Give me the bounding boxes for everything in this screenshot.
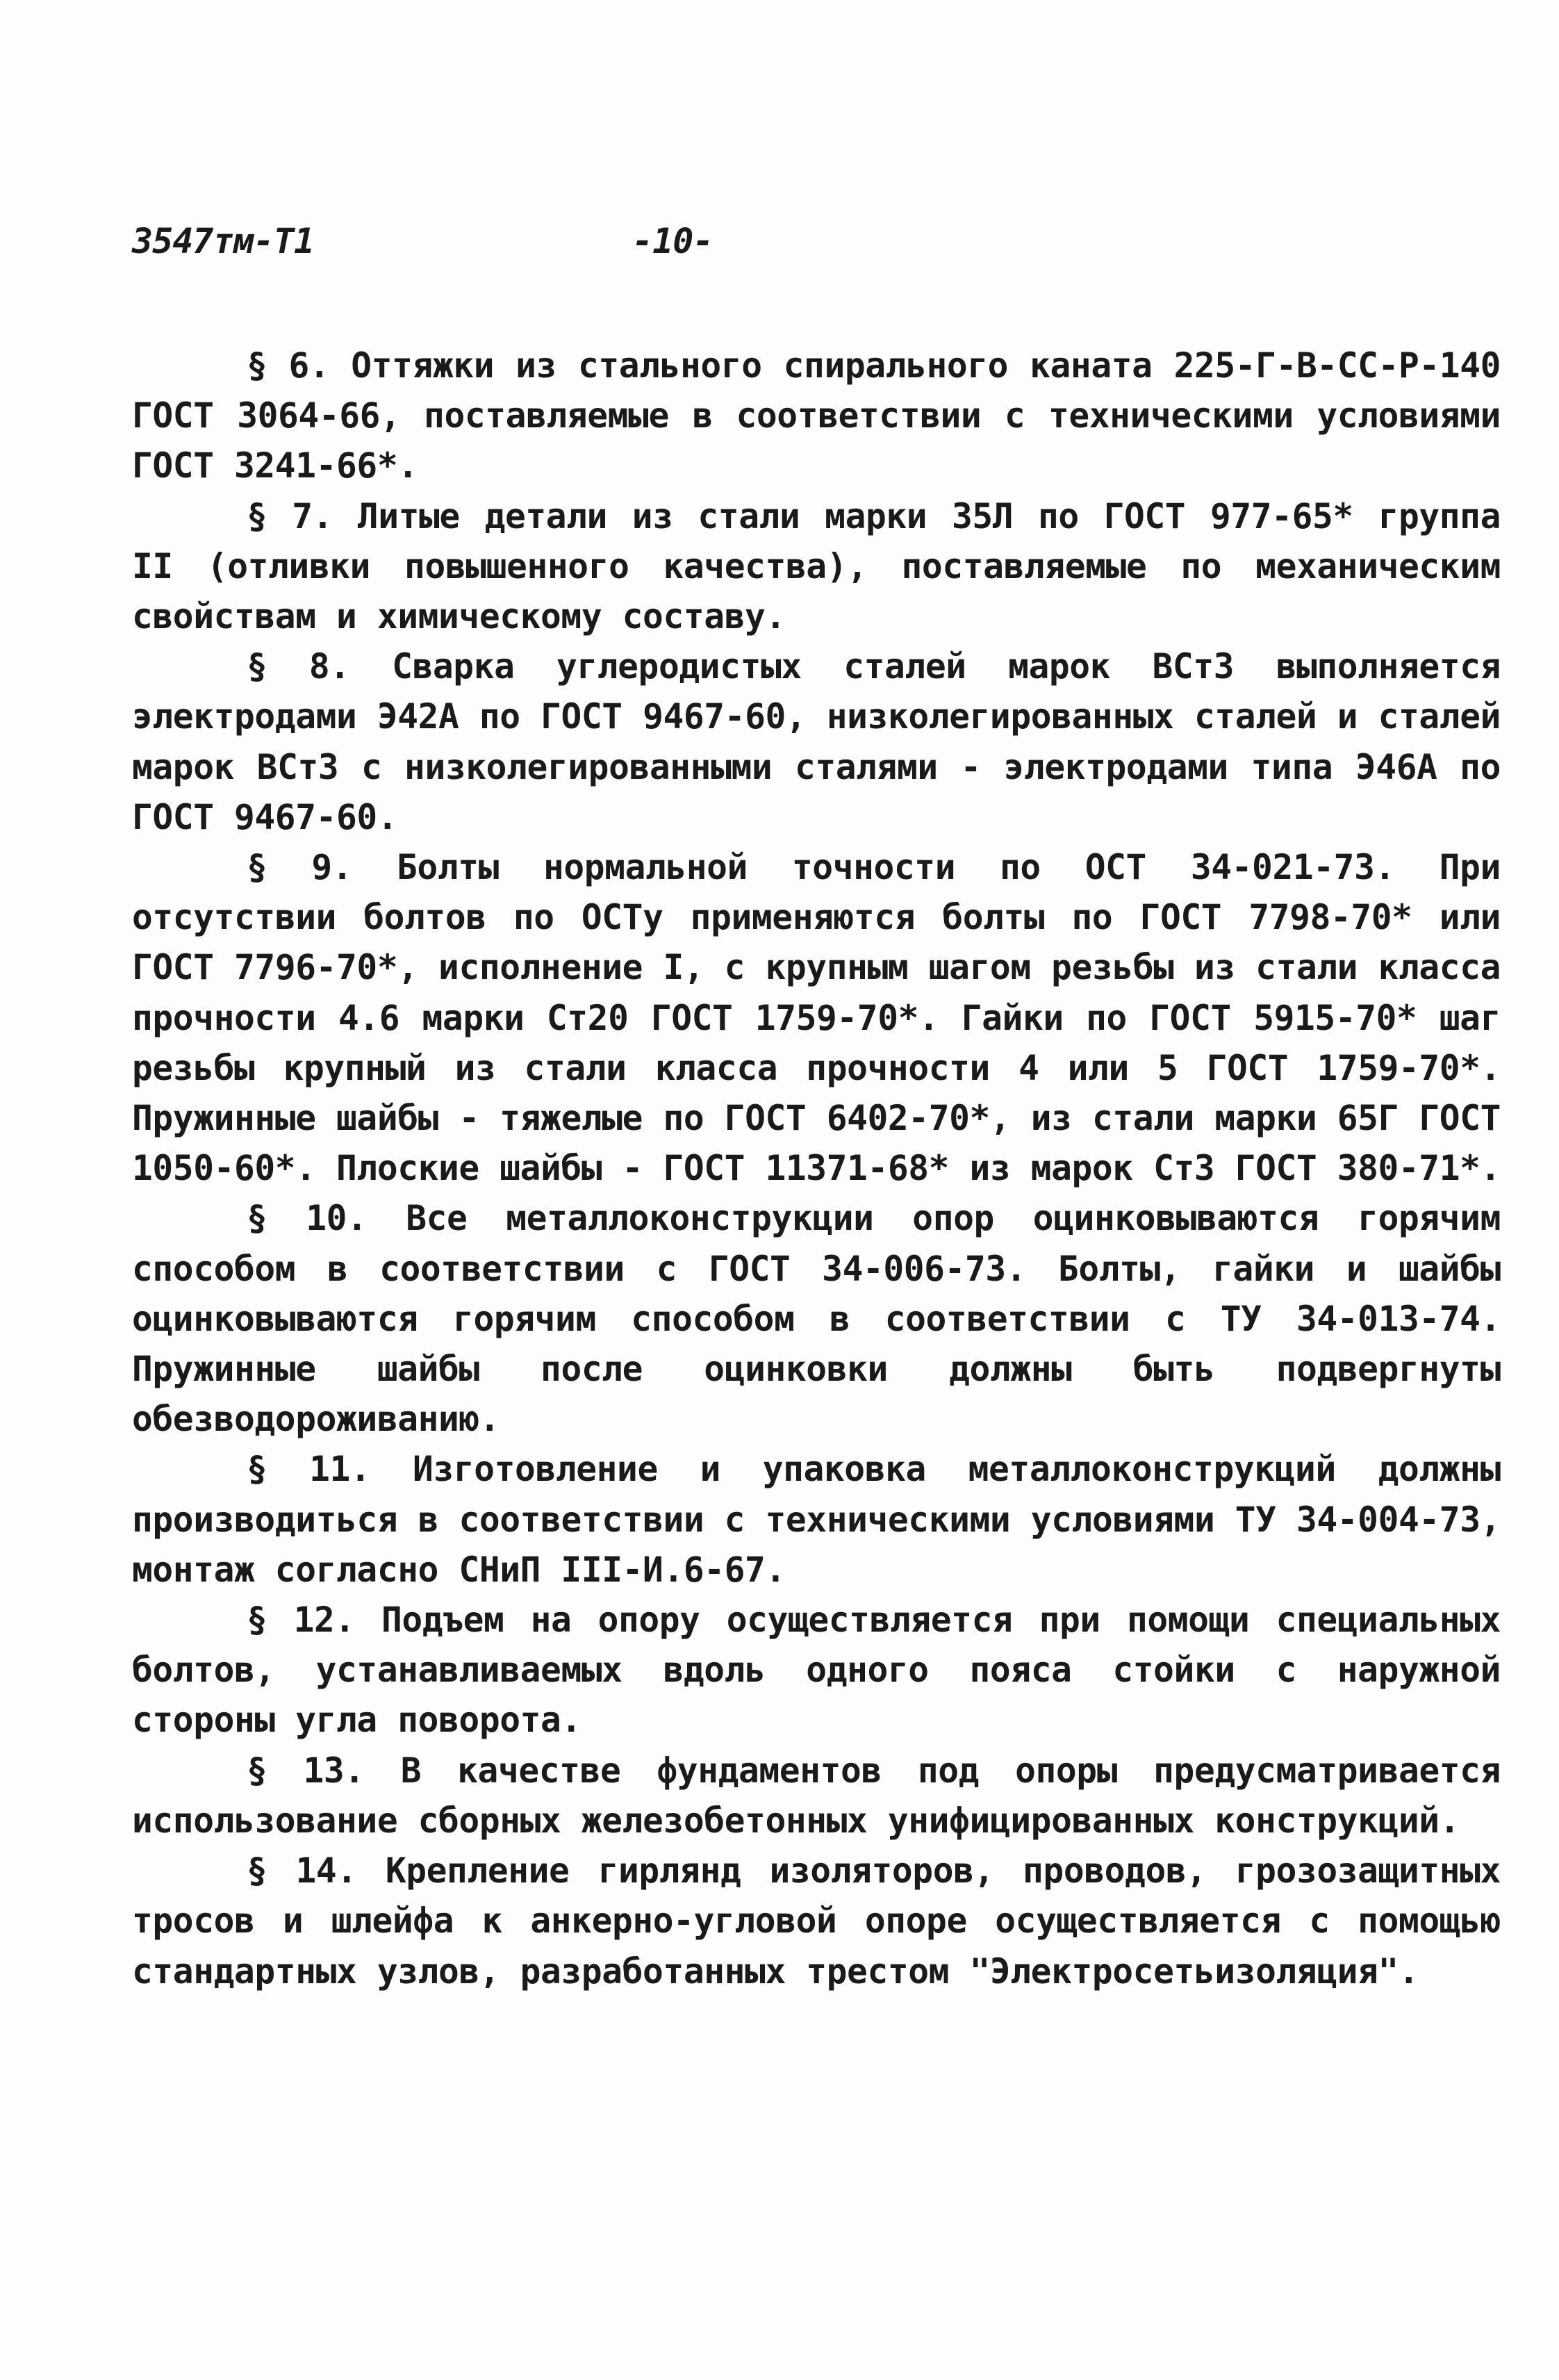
- paragraph-11: § 11. Изготовление и упаковка металлоконструкций должны производиться в соответствии с техническими условиями ТУ 34-004-73, монтаж согласно СНиП III-И.6-67.: [132, 1449, 1501, 1590]
- paragraph-10: § 10. Все металлоконструкции опор оцинковываются горячим способом в соответствии с ГОСТ 34-006-73. Болты, гайки и шайбы оцинковываются горячим способом в соответствии с ТУ 34-013-74. Пружинные шайбы после оцинковки должны быть подвергнуты обезводороживанию.: [132, 1198, 1501, 1440]
- page-header: [132, 221, 896, 277]
- paragraph-7: § 7. Литые детали из стали марки 35Л по ГОСТ 977-65* группа II (отливки повышенного качества), поставляемые по механическим свойствам и химическому составу.: [132, 495, 1501, 637]
- paragraph-14: § 14. Крепление гирлянд изоляторов, проводов, грозозащитных тросов и шлейфа к анкерно-угловой опоре осуществляется с помощью стандартных узлов, разработанных трестом "Электросетьизоляция".: [132, 1850, 1501, 1992]
- paragraph-9: § 9. Болты нормальной точности по ОСТ 34-021-73. При отсутствии болтов по ОСТу применяются болты по ГОСТ 7798-70* или ГОСТ 7796-70*, исполнение I, с крупным шагом резьбы из стали класса прочности 4.6 марки Ст20 ГОСТ 1759-70*. Гайки по ГОСТ 5915-70* шаг резьбы крупный из стали класса прочности 4 или 5 ГОСТ 1759-70*. Пружинные шайбы - тяжелые по ГОСТ 6402-70*, из стали марки 65Г ГОСТ 1050-60*. Плоские шайбы - ГОСТ 11371-68* из марок Ст3 ГОСТ 380-71*.: [132, 847, 1501, 1189]
- paragraph-6: § 6. Оттяжки из стального спирального каната 225-Г-В-СС-Р-140 ГОСТ 3064-66, поставляемые в соответствии с техническими условиями ГОСТ 3241-66*.: [132, 345, 1501, 486]
- document-code: 3547тм-Т1: [132, 221, 314, 261]
- paragraph-13: § 13. В качестве фундаментов под опоры предусматривается использование сборных железобетонных унифицированных конструкций.: [132, 1750, 1501, 1841]
- page-number: -10-: [632, 221, 713, 261]
- document-body: [132, 340, 1501, 1996]
- paragraph-8: § 8. Сварка углеродистых сталей марок ВСт3 выполняется электродами Э42А по ГОСТ 9467-60, низколегированных сталей и сталей марок ВСт3 с низколегированными сталями - электродами типа Э46А по ГОСТ 9467-60.: [132, 646, 1501, 837]
- paragraph-12: § 12. Подъем на опору осуществляется при помощи специальных болтов, устанавливаемых вдоль одного пояса стойки с наружной стороны угла поворота.: [132, 1600, 1501, 1741]
